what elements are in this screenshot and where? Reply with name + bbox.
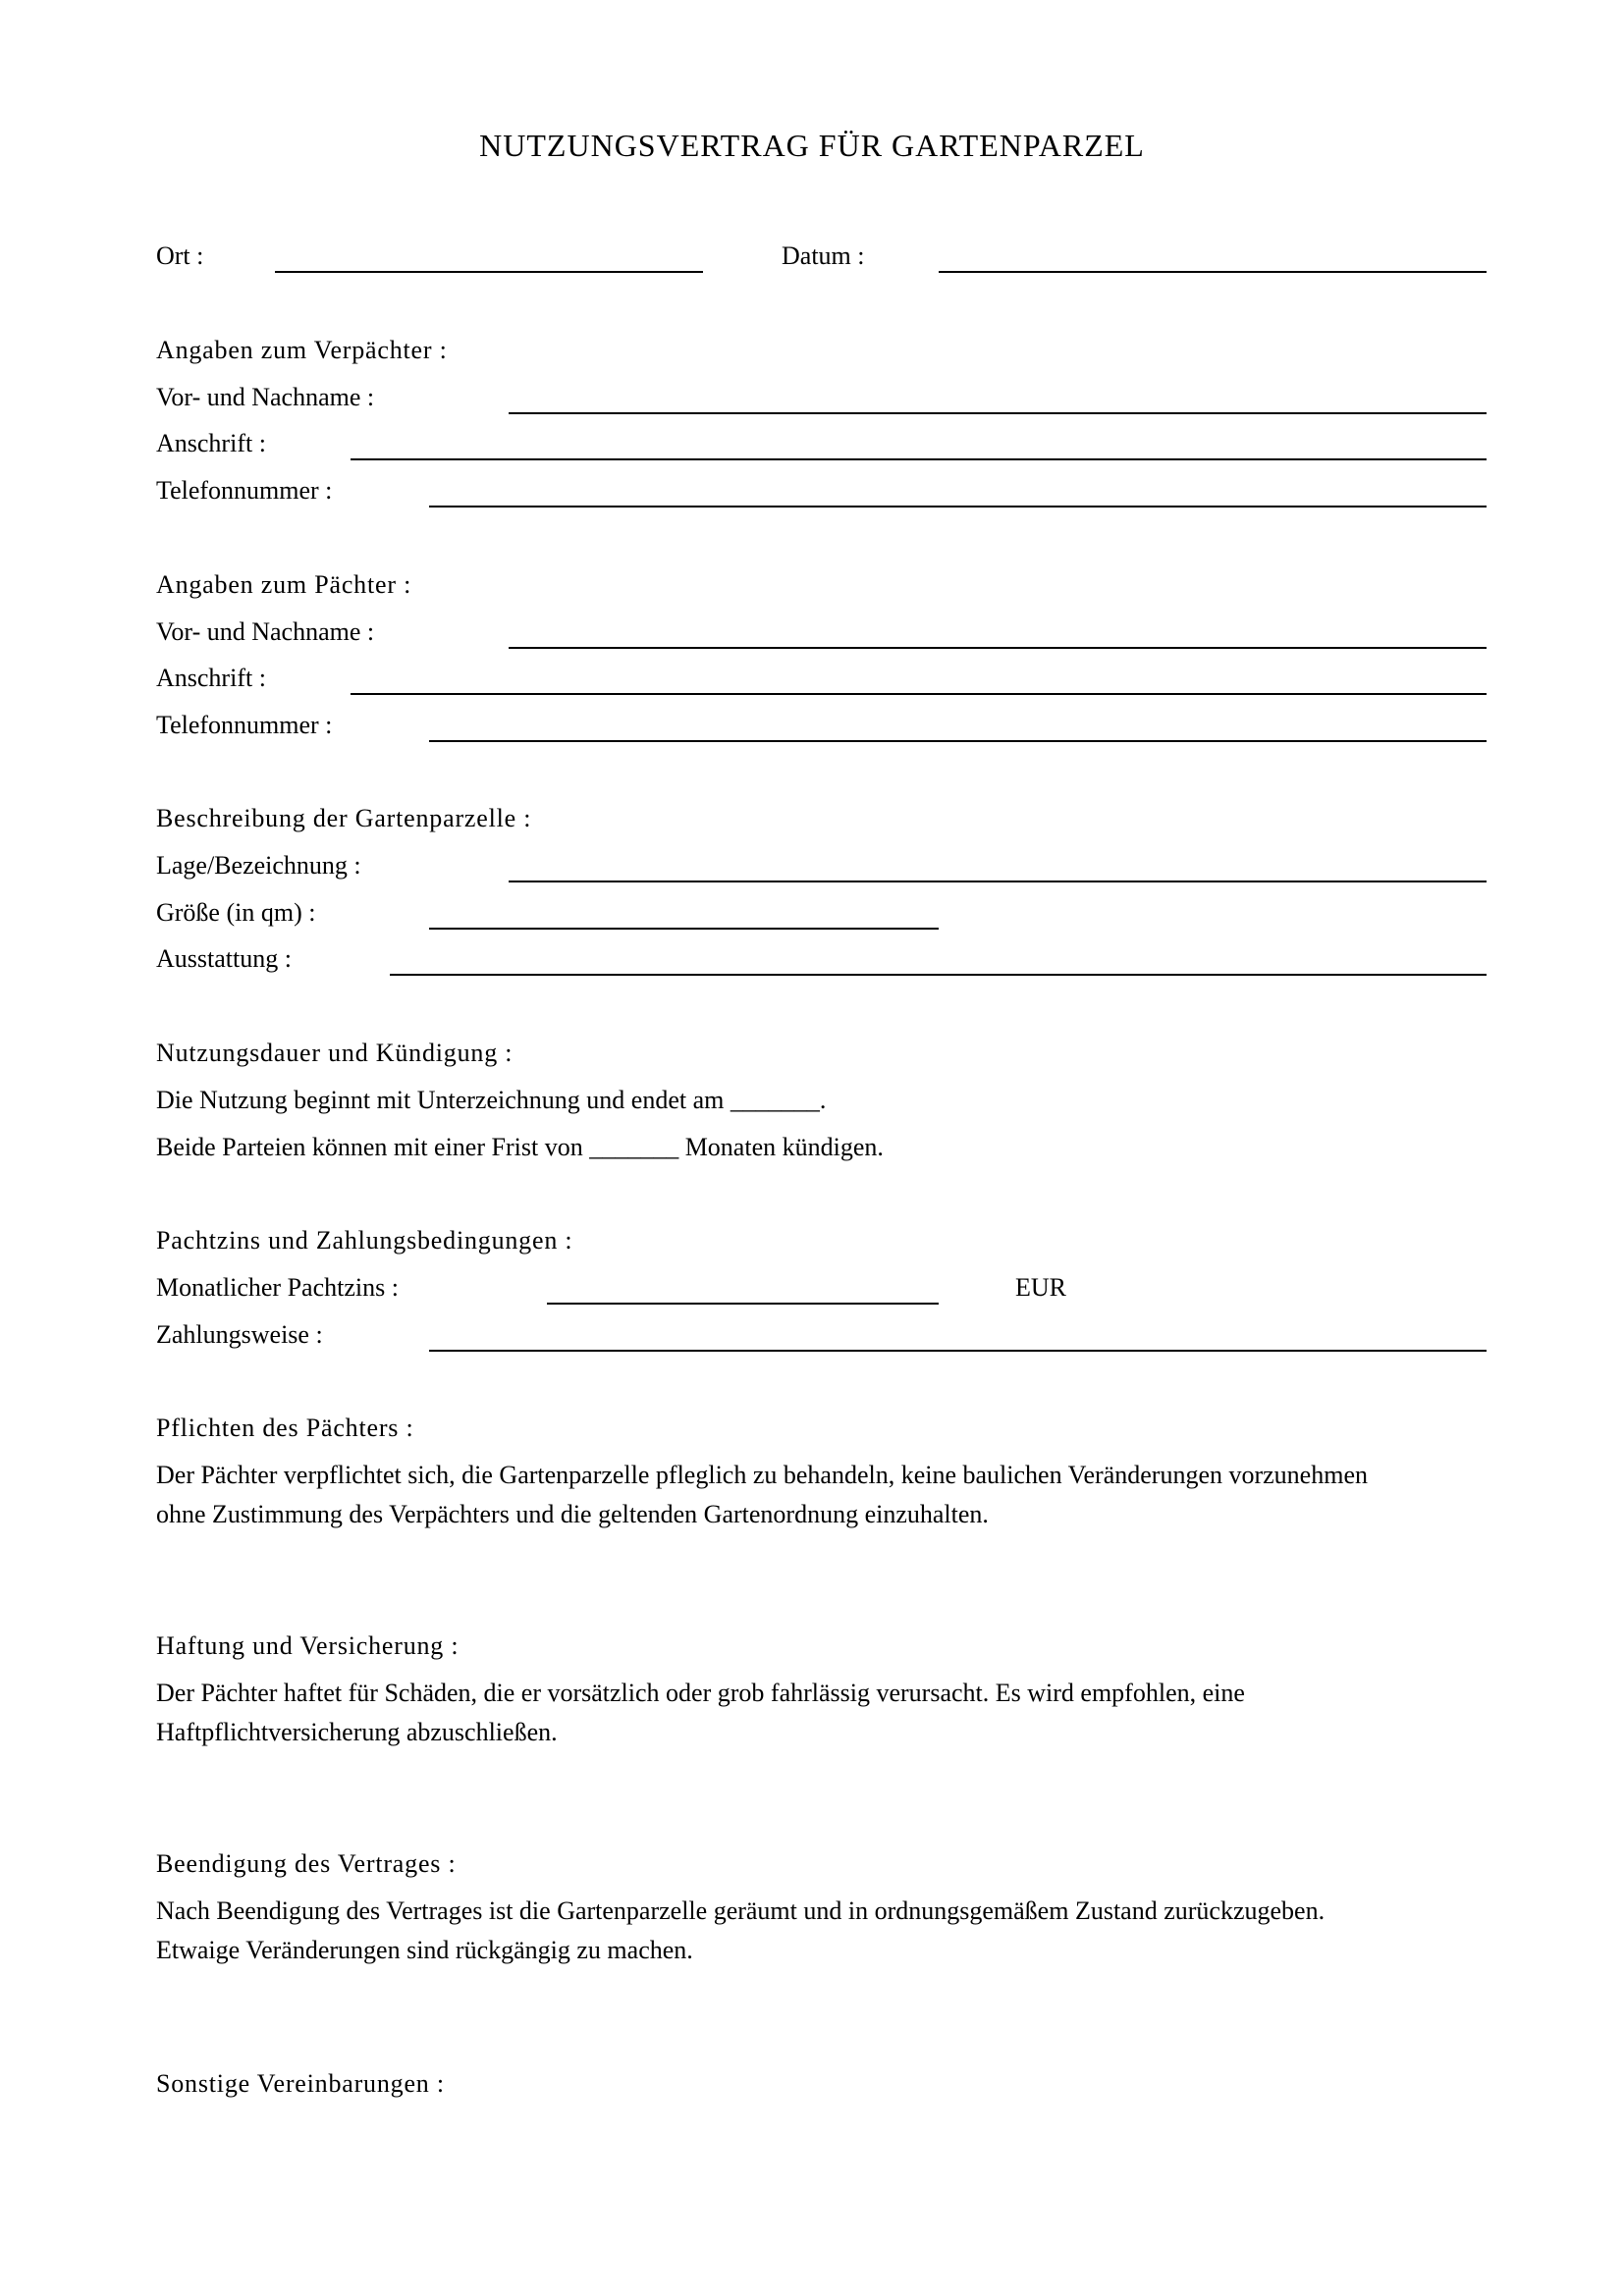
zins-payment-field[interactable] bbox=[429, 1350, 1487, 1352]
parzelle-equipment-field[interactable] bbox=[390, 974, 1487, 976]
verpaechter-heading: Angaben zum Verpächter : bbox=[156, 336, 448, 364]
sonstige-heading: Sonstige Vereinbarungen : bbox=[156, 2069, 445, 2098]
haftung-heading: Haftung und Versicherung : bbox=[156, 1631, 460, 1660]
parzelle-equipment-label: Ausstattung : bbox=[156, 944, 292, 973]
haftung-text-line2: Haftpflichtversicherung abzuschließen. bbox=[156, 1718, 558, 1746]
ort-field[interactable] bbox=[275, 271, 703, 273]
verpaechter-address-field[interactable] bbox=[351, 458, 1487, 460]
pflichten-heading: Pflichten des Pächters : bbox=[156, 1414, 414, 1442]
paechter-phone-field[interactable] bbox=[429, 740, 1487, 742]
parzelle-location-field[interactable] bbox=[509, 881, 1487, 882]
parzelle-heading: Beschreibung der Gartenparzelle : bbox=[156, 804, 532, 832]
dauer-notice-text: Beide Parteien können mit einer Frist von _______ Monaten kündigen. bbox=[156, 1133, 884, 1161]
paechter-address-field[interactable] bbox=[351, 693, 1487, 695]
paechter-phone-label: Telefonnummer : bbox=[156, 711, 333, 739]
document-title: NUTZUNGSVERTRAG FÜR GARTENPARZEL bbox=[479, 128, 1145, 163]
pflichten-text-line2: ohne Zustimmung des Verpächters und die geltenden Gartenordnung einzuhalten. bbox=[156, 1500, 989, 1528]
datum-label: Datum : bbox=[782, 241, 865, 270]
beendigung-text-line2: Etwaige Veränderungen sind rückgängig zu machen. bbox=[156, 1936, 693, 1964]
verpaechter-phone-label: Telefonnummer : bbox=[156, 476, 333, 505]
verpaechter-phone-field[interactable] bbox=[429, 506, 1487, 507]
dauer-start-end-text: Die Nutzung beginnt mit Unterzeichnung und endet am _______. bbox=[156, 1086, 827, 1114]
paechter-name-label: Vor- und Nachname : bbox=[156, 617, 375, 646]
ort-label: Ort : bbox=[156, 241, 204, 270]
haftung-text-line1: Der Pächter haftet für Schäden, die er vorsätzlich oder grob fahrlässig verursacht. Es wird empfohlen, eine bbox=[156, 1679, 1245, 1707]
verpaechter-name-field[interactable] bbox=[509, 412, 1487, 414]
paechter-address-label: Anschrift : bbox=[156, 664, 266, 692]
parzelle-location-label: Lage/Bezeichnung : bbox=[156, 851, 361, 880]
verpaechter-name-label: Vor- und Nachname : bbox=[156, 383, 375, 411]
datum-field[interactable] bbox=[939, 271, 1487, 273]
paechter-name-field[interactable] bbox=[509, 647, 1487, 649]
verpaechter-address-label: Anschrift : bbox=[156, 429, 266, 457]
pflichten-text-line1: Der Pächter verpflichtet sich, die Gartenparzelle pfleglich zu behandeln, keine baulichen Veränderungen vorzunehmen bbox=[156, 1461, 1368, 1489]
zins-monthly-label: Monatlicher Pachtzins : bbox=[156, 1273, 399, 1302]
dauer-heading: Nutzungsdauer und Kündigung : bbox=[156, 1039, 514, 1067]
paechter-heading: Angaben zum Pächter : bbox=[156, 570, 412, 599]
beendigung-heading: Beendigung des Vertrages : bbox=[156, 1849, 457, 1878]
zins-heading: Pachtzins und Zahlungsbedingungen : bbox=[156, 1226, 573, 1255]
parzelle-size-label: Größe (in qm) : bbox=[156, 898, 316, 927]
zins-currency: EUR bbox=[1015, 1273, 1066, 1302]
beendigung-text-line1: Nach Beendigung des Vertrages ist die Gartenparzelle geräumt und in ordnungsgemäßem Zustand zurückzugeben. bbox=[156, 1896, 1326, 1925]
zins-monthly-field[interactable] bbox=[547, 1303, 939, 1305]
parzelle-size-field[interactable] bbox=[429, 928, 939, 930]
zins-payment-label: Zahlungsweise : bbox=[156, 1320, 323, 1349]
